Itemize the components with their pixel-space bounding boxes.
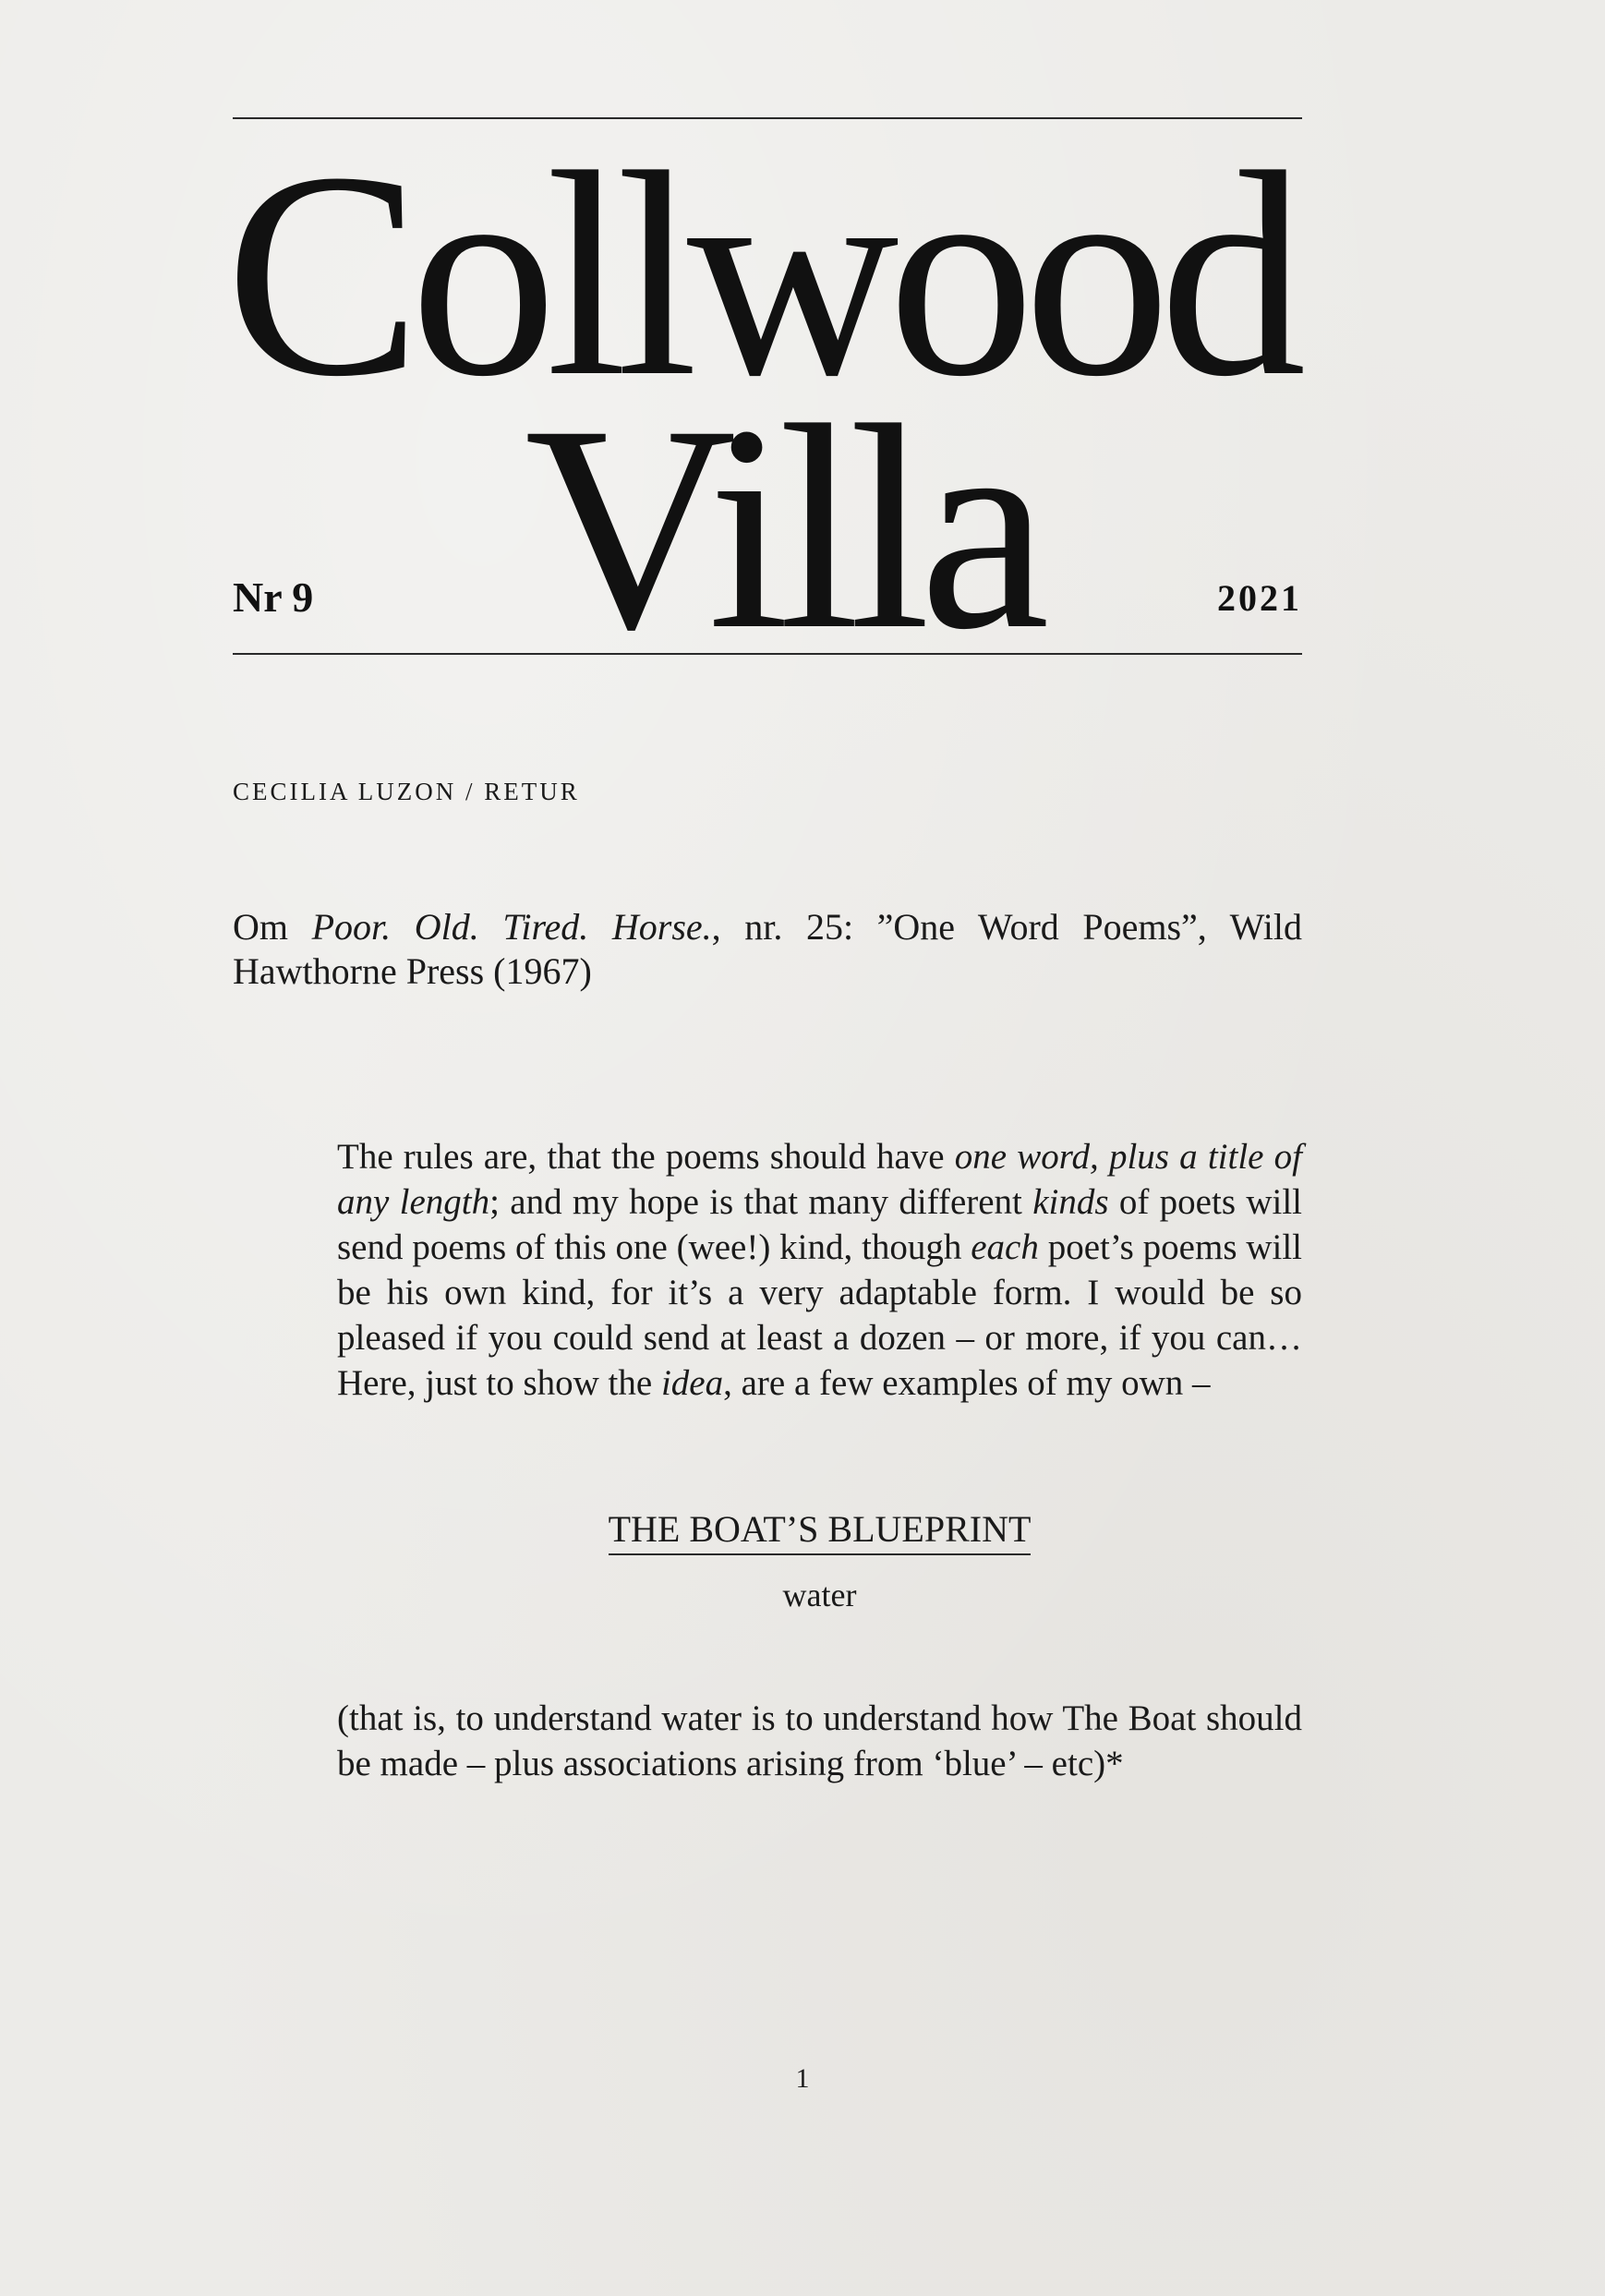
poem-title [337, 1507, 1302, 1551]
quote-part-3: of poets will send poems of this one (wee!) kind, though [337, 1182, 1303, 1267]
poem-word: water [782, 1577, 857, 1613]
issue-number: Nr 9 [233, 574, 314, 621]
block-quote [337, 1134, 1302, 1406]
poem-explanation: (that is, to understand water is to understand how The Boat should be made – plus associations arising from ‘blue’ – etc)* [337, 1698, 1302, 1783]
issue-year: 2021 [1217, 577, 1302, 619]
masthead-bottom-rule [233, 653, 1302, 655]
subject-title: Poor. Old. Tired. Horse. [311, 906, 712, 948]
quote-part-4: poet’s poems will be his own kind, for it’s a very adaptable form. I would be so pleased if you could send at least a dozen – or more, if you can… Here, just to show the [337, 1227, 1303, 1403]
page-number: 1 [795, 2063, 810, 2094]
quote-part-2: ; and my hope is that many different [489, 1182, 1033, 1222]
subject-pre: Om [233, 906, 312, 948]
article-subject [233, 905, 1302, 994]
quote-italic-4: idea [660, 1363, 724, 1403]
quote-italic-2: kinds [1032, 1182, 1109, 1222]
quote-part-5: , are a few examples of my own – [723, 1363, 1211, 1403]
article-byline: CECILIA LUZON / RETUR [233, 778, 580, 805]
quote-italic-3: each [971, 1227, 1039, 1267]
quote-italic-1: one word, plus a title of any length [337, 1137, 1302, 1222]
quote-part-1: The rules are, that the poems should have [337, 1137, 955, 1177]
masthead-title-line-2: Villa [525, 365, 1039, 690]
subject-post: , nr. 25: ”One Word Poems”, Wild Hawthorne Press (1967) [233, 906, 1303, 992]
poem-title-text: THE BOAT’S BLUEPRINT [609, 1508, 1032, 1555]
masthead-title-line-1: Collwood [225, 112, 1296, 437]
